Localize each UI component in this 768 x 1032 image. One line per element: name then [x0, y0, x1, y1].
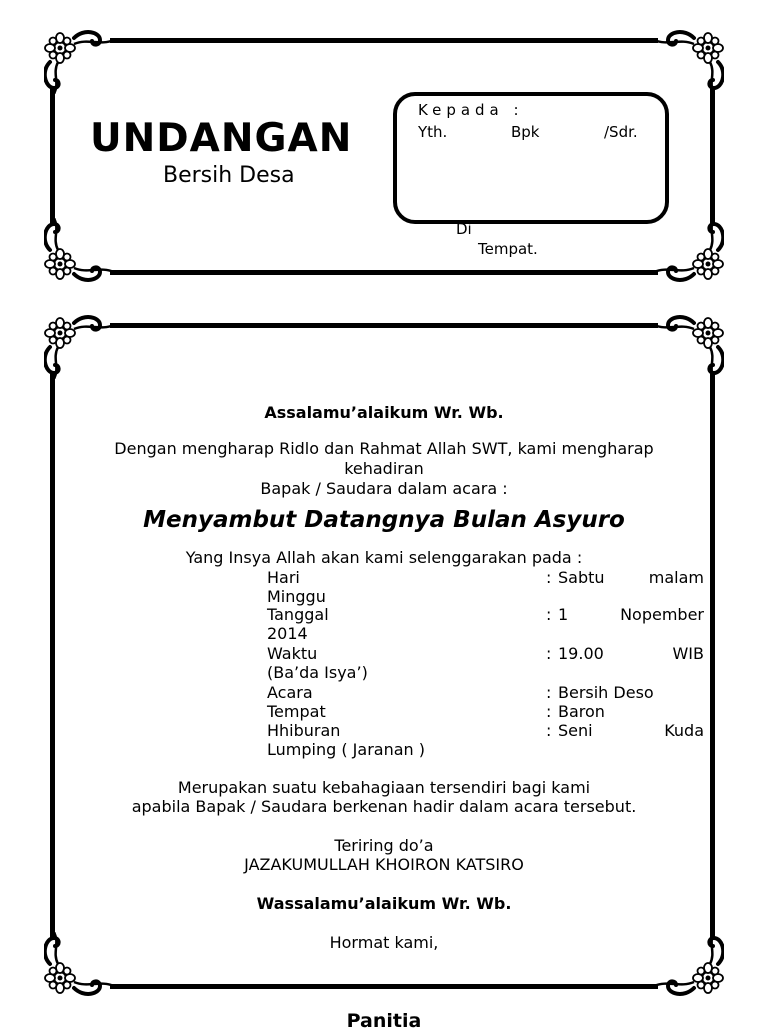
detail-colon: :: [546, 702, 552, 721]
border-bottom: [110, 984, 658, 989]
border-top: [110, 323, 658, 328]
address-kepada: Kepada :: [418, 101, 524, 119]
border-right: [710, 86, 715, 226]
detail-value: Baron: [558, 702, 605, 721]
detail-label: Hhiburan: [267, 721, 341, 740]
detail-value: 19.00 WIB: [558, 644, 704, 663]
address-yth: Yth.: [418, 123, 448, 141]
corner-ornament-icon: [44, 30, 116, 94]
border-right: [710, 372, 715, 940]
detail-label: Acara: [267, 683, 313, 702]
corner-ornament-icon: [652, 315, 724, 379]
detail-label: Tempat: [267, 702, 326, 721]
border-top: [110, 38, 658, 43]
greeting: Assalamu’alaikum Wr. Wb.: [264, 403, 504, 422]
cover-title: UNDANGAN: [90, 116, 353, 161]
address-sdr: /Sdr.: [604, 123, 638, 141]
detail-value: Bersih Deso: [558, 683, 654, 702]
detail-colon: :: [546, 683, 552, 702]
detail-value-wrap: 2014: [267, 624, 308, 643]
intro-line-1: Dengan mengharap Ridlo dan Rahmat Allah SWT, kami mengharap: [114, 439, 654, 458]
event-title: Menyambut Datangnya Bulan Asyuro: [143, 507, 625, 533]
cover-subtitle: Bersih Desa: [163, 163, 295, 188]
schedule-intro: Yang Insya Allah akan kami selenggarakan pada :: [185, 548, 583, 567]
detail-label: Hari: [267, 568, 300, 587]
detail-value-wrap: Lumping ( Jaranan ): [267, 740, 425, 759]
signature: Panitia: [346, 1010, 422, 1032]
detail-colon: :: [546, 721, 552, 740]
detail-value: Seni Kuda: [558, 721, 704, 740]
closing-line-1: Merupakan suatu kebahagiaan tersendiri bagi kami: [177, 778, 591, 797]
border-left: [50, 86, 55, 226]
regards: Hormat kami,: [329, 933, 439, 952]
border-left: [50, 372, 55, 940]
detail-label: Waktu: [267, 644, 318, 663]
detail-label: Tanggal: [267, 605, 329, 624]
prayer-line-1: Teriring do’a: [334, 836, 434, 855]
detail-value-wrap: (Ba’da Isya’): [267, 663, 368, 682]
corner-ornament-icon: [652, 218, 724, 282]
address-bpk: Bpk: [511, 123, 540, 141]
intro-line-3: Bapak / Saudara dalam acara :: [260, 479, 508, 498]
corner-ornament-icon: [652, 30, 724, 94]
corner-ornament-icon: [44, 315, 116, 379]
detail-colon: :: [546, 605, 552, 624]
farewell: Wassalamu’alaikum Wr. Wb.: [256, 894, 512, 913]
closing-line-2: apabila Bapak / Saudara berkenan hadir dalam acara tersebut.: [131, 797, 637, 816]
address-di: Di: [456, 220, 472, 238]
intro-line-2: kehadiran: [344, 459, 424, 478]
border-bottom: [110, 270, 658, 275]
detail-colon: :: [546, 568, 552, 587]
detail-value: Sabtu malam: [558, 568, 704, 587]
detail-value: 1 Nopember: [558, 605, 704, 624]
corner-ornament-icon: [44, 218, 116, 282]
address-tempat: Tempat.: [478, 240, 538, 258]
prayer-line-2: JAZAKUMULLAH KHOIRON KATSIRO: [244, 855, 524, 874]
detail-colon: :: [546, 644, 552, 663]
detail-value-wrap: Minggu: [267, 587, 326, 606]
